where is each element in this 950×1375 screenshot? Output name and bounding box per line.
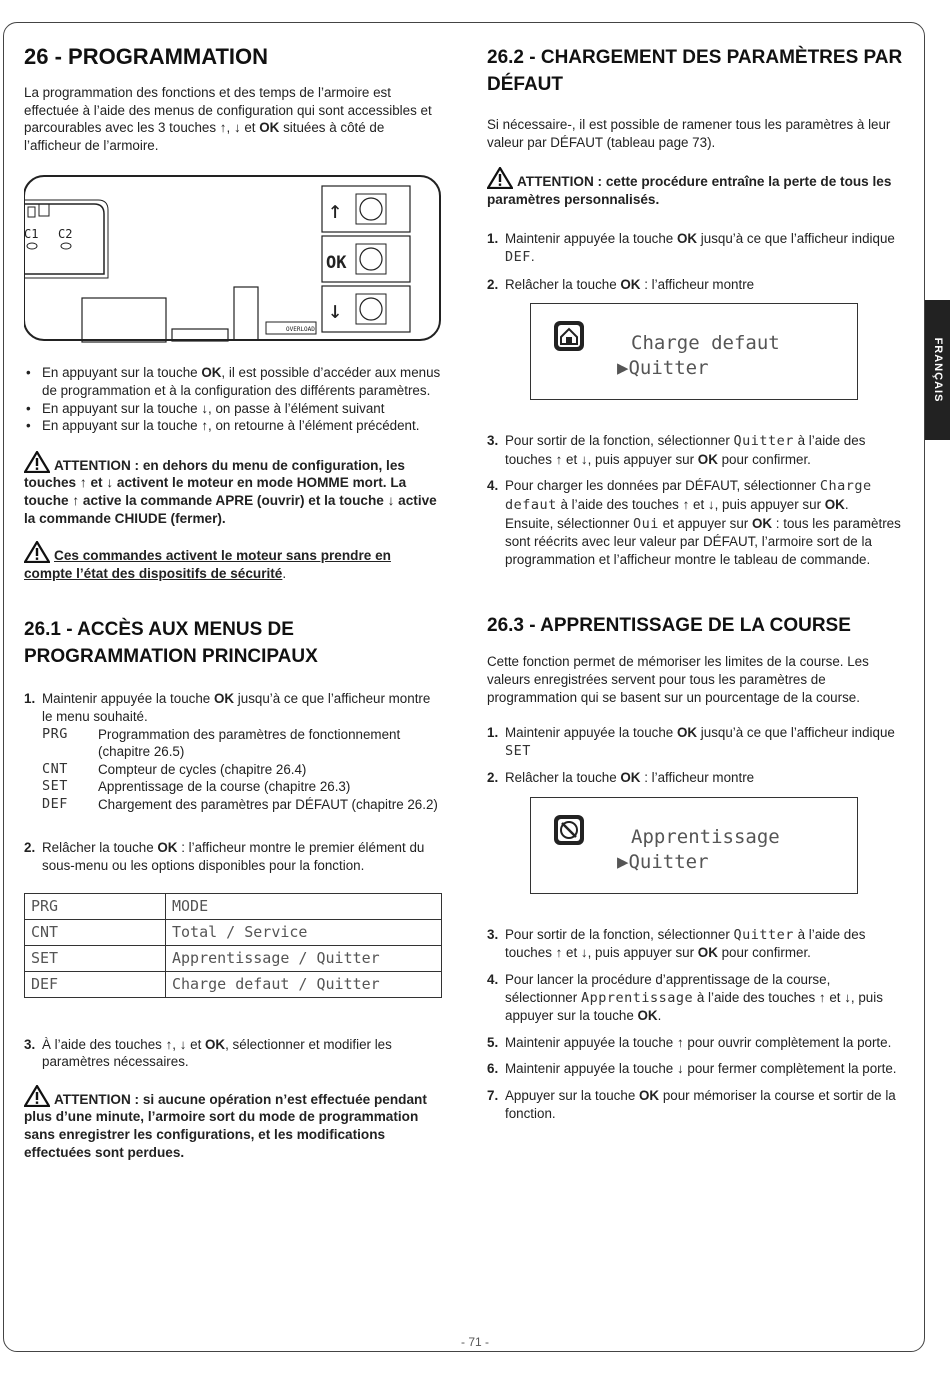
lcd-line-1: Charge defaut — [631, 332, 780, 355]
step-4: 4. Pour lancer la procédure d’apprentissage de la course, sélectionner Apprentissage à l’aide des touches ↑ et ↓, puis appuyer sur la touche OK. — [487, 972, 883, 1024]
step-3: 3. À l’aide des touches ↑, ↓ et OK, sélectionner et modifier les paramètres nécessaires. — [24, 1036, 392, 1070]
lcd-line-2: ▶Quitter — [617, 850, 709, 873]
section-26-1-step-2 — [24, 839, 442, 874]
panel-down-arrow: ↓ — [328, 296, 343, 325]
list-item: • En appuyant sur la touche OK, il est possible d’accéder aux menus de programmation et à la configuration des différents paramètres. — [24, 364, 442, 399]
warning-icon — [487, 167, 513, 189]
step-1: 1. Maintenir appuyée la touche OK jusqu’à ce que l’afficheur indique SET — [487, 725, 895, 759]
list-item: DEF Chargement des paramètres par DÉFAUT (chapitre 26.2) — [42, 795, 438, 812]
step-5: 5. Maintenir appuyée la touche ↑ pour ouvrir complètement la porte. — [487, 1034, 892, 1050]
panel-up-arrow: ↑ — [328, 196, 343, 225]
section-26-1-title: 26.1 - ACCÈS AUX MENUS DE PROGRAMMATION PRINCIPAUX — [24, 619, 318, 668]
warning-timeout: ATTENTION : si aucune opération n’est effectuée pendant plus d’une minute, l’armoire sort du mode de programmation sans enregistrer les configurations, et les modifications effectuées sont perdues. — [24, 1085, 442, 1161]
step-3: 3. Pour sortir de la fonction, sélectionner Quitter à l’aide des touches ↑ et ↓, puis appuyer sur OK pour confirmer. — [487, 926, 866, 961]
step-2: 2. Relâcher la touche OK : l’afficheur montre le premier élément du sous-menu ou les options disponibles pour la fonction. — [24, 840, 425, 874]
lcd-display-default — [530, 303, 858, 400]
lcd-line-1: Apprentissage — [631, 825, 780, 848]
table-row: DEF Charge defaut / Quitter — [25, 971, 442, 997]
step-3: 3. Pour sortir de la fonction, sélectionner Quitter à l’aide des touches ↑ et ↓, puis appuyer sur OK pour confirmer. — [487, 433, 866, 467]
warning-safety: Ces commandes activent le moteur sans prendre en compte l’état des dispositifs de sécurité. — [24, 541, 442, 582]
section-26-2-steps-a — [487, 230, 905, 293]
step-1: 1. Maintenir appuyée la touche OK jusqu’à ce que l’afficheur indique DEF. — [487, 231, 895, 265]
stroke-learning-icon — [553, 814, 585, 846]
panel-c2-label: C2 — [58, 227, 73, 242]
list-item: PRG Programmation des paramètres de fonctionnement (chapitre 26.5) — [42, 725, 401, 760]
step-6: 6. Maintenir appuyée la touche ↓ pour fermer complètement la porte. — [487, 1061, 897, 1077]
section-26-2-steps-b — [487, 432, 905, 568]
overload-label: OVERLOAD — [286, 326, 315, 334]
warning-reset: ATTENTION : cette procédure entraîne la perte de tous les paramètres personnalisés. — [487, 167, 905, 208]
section-26-title: 26 - PROGRAMMATION — [24, 44, 269, 69]
language-tab — [925, 300, 950, 440]
section-26-3-steps-a — [487, 724, 905, 787]
table-row: CNT Total / Service — [25, 919, 442, 945]
section-26-3-intro: Cette fonction permet de mémoriser les limites de la course. Les valeurs enregistrées servent pour tous les paramètres de programmation qui se basent sur un pourcentage de la course. — [487, 654, 869, 705]
panel-c1-label: C1 — [24, 227, 39, 242]
step-2: 2. Relâcher la touche OK : l’afficheur montre — [487, 770, 755, 786]
control-panel-illustration — [24, 174, 444, 344]
list-item: • En appuyant sur la touche ↓, on passe à l’élément suivant — [24, 400, 442, 418]
language-tab-label: FRANÇAIS — [931, 337, 944, 403]
section-26-intro: La programmation des fonctions et des temps de l’armoire est effectuée à l’aide des menus de configuration qui sont accessibles et parcourables avec les 3 touches ↑, ↓ et OK situées à côté de l’afficheur de l’armoire. — [24, 85, 432, 153]
warning-icon — [24, 451, 50, 473]
list-item: CNT Compteur de cycles (chapitre 26.4) — [42, 760, 307, 777]
menu-options-table — [24, 893, 442, 998]
section-26-1-steps — [24, 690, 442, 725]
warning-icon — [24, 1085, 50, 1107]
section-26-3-steps-b — [487, 926, 905, 1122]
warning-dead-man: ATTENTION : en dehors du menu de configuration, les touches ↑ et ↓ activent le moteur en mode HOMME mort. La touche ↑ active la commande APRE (ouvrir) et la touche ↓ active la commande CHIUDE (fermer). — [24, 451, 442, 527]
list-item: • En appuyant sur la touche ↑, on retourne à l’élément précédent. — [24, 417, 442, 435]
left-column — [24, 44, 442, 1161]
key-usage-list — [24, 364, 442, 434]
section-26-2-title: 26.2 - CHARGEMENT DES PARAMÈTRES PAR DÉFAUT — [487, 47, 903, 95]
step-1: 1. Maintenir appuyée la touche OK jusqu’à ce que l’afficheur montre le menu souhaité. — [24, 691, 431, 724]
page-number: - 71 - — [460, 1335, 489, 1349]
default-reset-icon — [553, 320, 585, 352]
list-item: SET Apprentissage de la course (chapitre 26.3) — [42, 778, 351, 795]
step-4: 4. Pour charger les données par DÉFAUT, sélectionner Charge defaut à l’aide des touches ↑ et ↓, puis appuyer sur OK. Ensuite, sélectionner Oui et appuyer sur OK : tous les paramètres sont réécrits avec leur valeur par DÉFAUT, l’armoire sort de la programmation et l’afficheur montre le tableau de commande. — [487, 478, 901, 567]
section-26-3-title: 26.3 - APPRENTISSAGE DE LA COURSE — [487, 615, 851, 637]
menu-codes-list — [24, 726, 442, 814]
panel-ok-label: OK — [326, 253, 347, 274]
step-7: 7. Appuyer sur la touche OK pour mémoriser la course et sortir de la fonction. — [487, 1088, 896, 1121]
section-26-1-step-3 — [24, 1036, 442, 1071]
lcd-line-2: ▶Quitter — [617, 357, 709, 380]
lcd-display-learning — [530, 797, 858, 894]
table-row: SET Apprentissage / Quitter — [25, 945, 442, 971]
table-row: PRG MODE — [25, 893, 442, 919]
section-26-2-intro: Si nécessaire-, il est possible de ramener tous les paramètres à leur valeur par DÉFAUT (tableau page 73). — [487, 117, 891, 150]
step-2: 2. Relâcher la touche OK : l’afficheur montre — [487, 276, 755, 292]
warning-icon — [24, 541, 50, 563]
right-column — [487, 44, 905, 1131]
